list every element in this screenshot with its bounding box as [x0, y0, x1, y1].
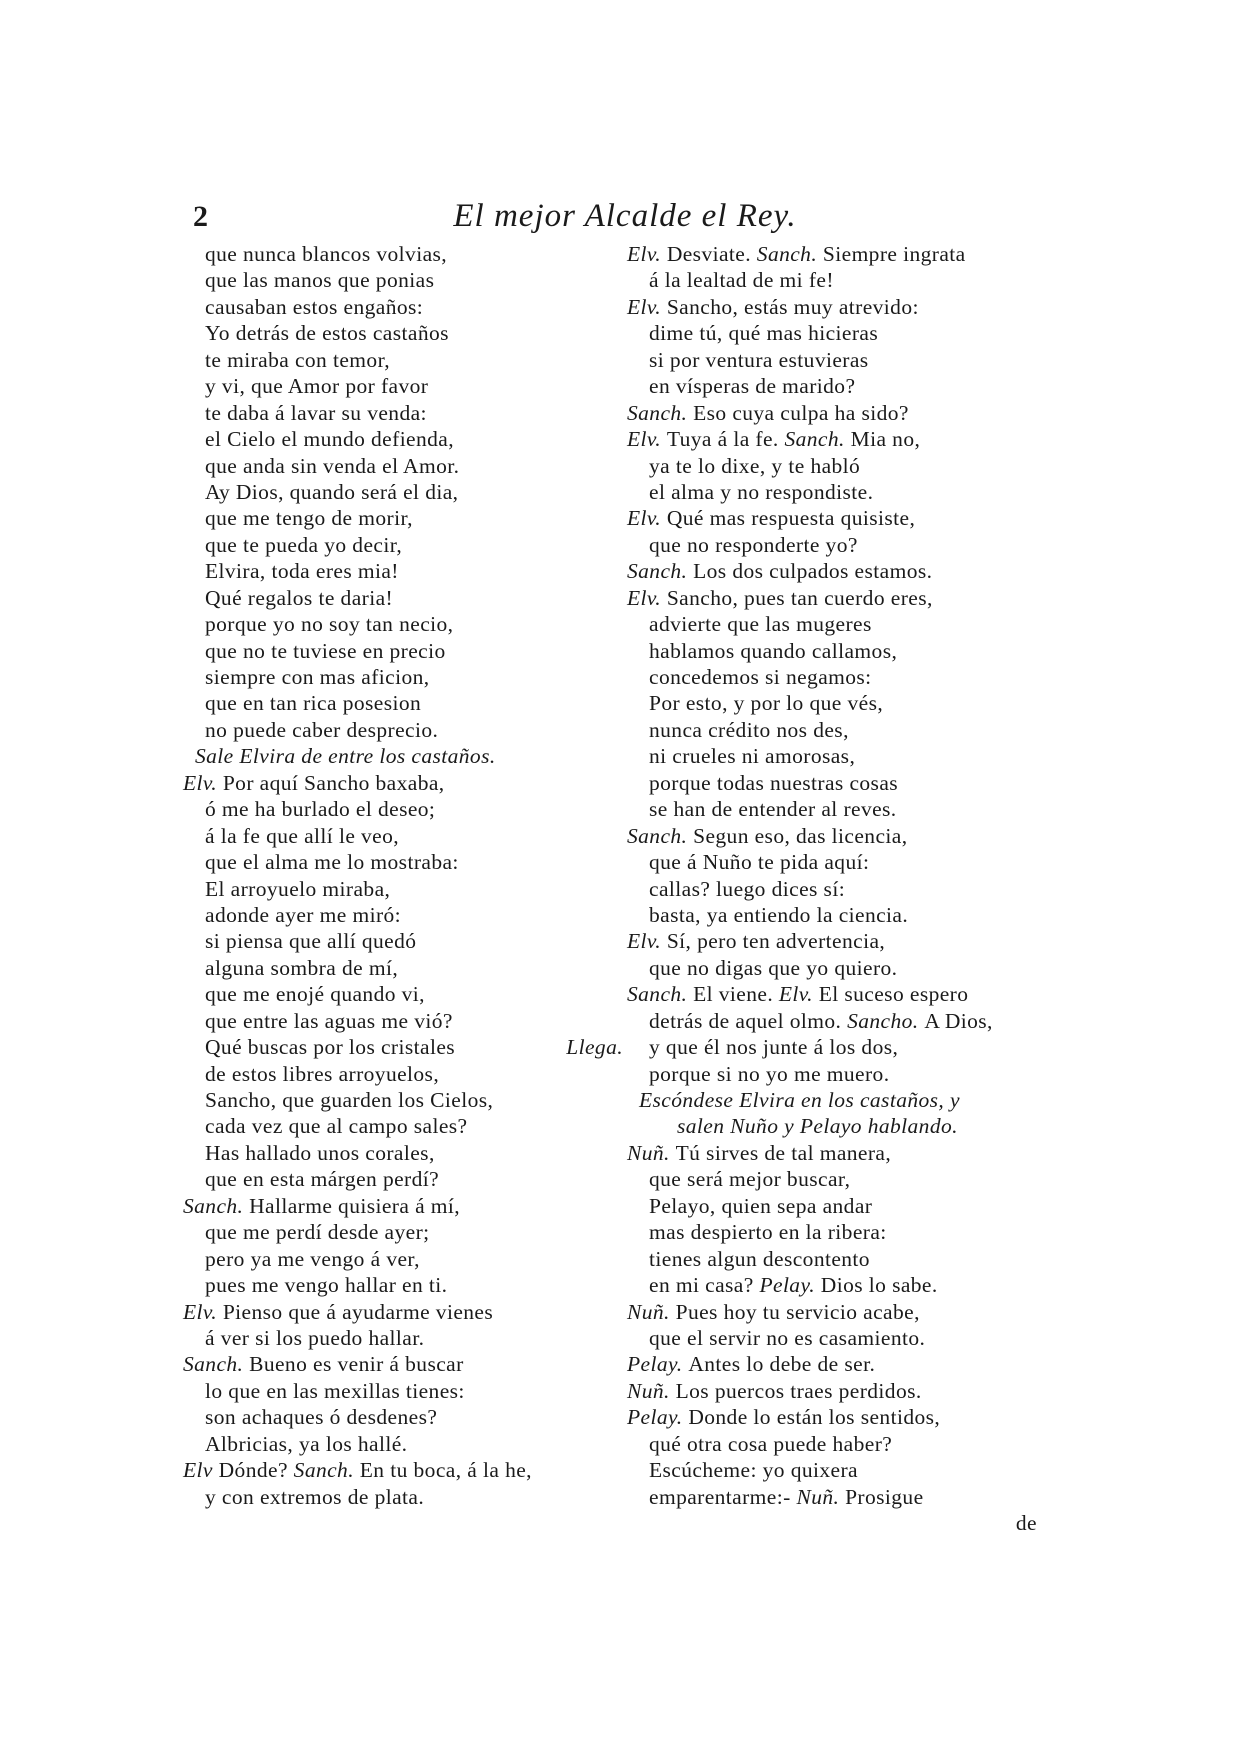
verse-line: [627, 1457, 1067, 1483]
verse-text: alguna sombra de mí,: [205, 955, 399, 980]
verse-line: [183, 1299, 623, 1325]
verse-text: Qué buscas por los cristales: [205, 1035, 456, 1060]
verse-text: Sancho, estás muy atrevido:: [666, 294, 919, 319]
verse-text: mas despierto en la ribera:: [649, 1220, 887, 1245]
verse-text: á la fe que allí le veo,: [205, 823, 400, 848]
verse-line: [183, 1246, 623, 1272]
verse-text: y que él nos junte á los dos,: [649, 1035, 899, 1060]
verse-line: [627, 505, 1067, 531]
page-number: 2: [193, 200, 208, 233]
verse-line: [183, 1113, 623, 1139]
verse-text: que te pueda yo decir,: [205, 532, 403, 557]
speaker-name: Sanch.: [627, 559, 694, 584]
verse-text: son achaques ó desdenes?: [205, 1405, 438, 1430]
verse-line: [183, 294, 623, 320]
verse-line: [183, 1061, 623, 1087]
verse-text: Dios lo sabe.: [820, 1273, 938, 1298]
verse-text: Los puercos traes perdidos.: [675, 1378, 922, 1403]
verse-line: [627, 1166, 1067, 1192]
verse-text: á la lealtad de mi fe!: [649, 268, 834, 293]
verse-text: Pienso que á ayudarme vienes: [222, 1299, 494, 1324]
verse-text: nunca crédito nos des,: [649, 717, 849, 742]
verse-line: [183, 1166, 623, 1192]
running-title: El mejor Alcalde el Rey.: [453, 198, 797, 234]
speaker-name: Nuñ.: [790, 1484, 846, 1509]
verse-line: [627, 558, 1067, 584]
verse-text: Tuya á la fe.: [666, 427, 779, 452]
verse-line: [183, 426, 623, 452]
speaker-name: Elv.: [627, 929, 667, 954]
verse-text: el Cielo el mundo defienda,: [205, 427, 455, 452]
verse-text: no puede caber desprecio.: [205, 717, 439, 742]
verse-text: y con extremos de plata.: [205, 1484, 425, 1509]
speaker-name: Pelay.: [627, 1405, 689, 1430]
verse-text: tienes algun descontento: [649, 1246, 870, 1271]
verse-text: Escúcheme: yo quixera: [649, 1458, 858, 1483]
verse-line: [627, 902, 1067, 928]
verse-text: se han de entender al reves.: [649, 797, 897, 822]
verse-line: [627, 373, 1067, 399]
verse-text: causaban estos engaños:: [205, 294, 424, 319]
verse-line: [183, 1404, 623, 1430]
speaker-name: Elv.: [627, 242, 667, 266]
verse-line: [183, 823, 623, 849]
verse-line: [183, 1034, 623, 1060]
speaker-name: Sanch.: [751, 242, 823, 266]
verse-line: [183, 1272, 623, 1298]
verse-text: Pelayo, quien sepa andar: [649, 1193, 873, 1218]
verse-text: te miraba con temor,: [205, 347, 391, 372]
verse-text: Siempre ingrata: [822, 242, 966, 266]
verse-text: si por ventura estuvieras: [649, 347, 869, 372]
verse-text: que no te tuviese en precio: [205, 638, 446, 663]
verse-line: [627, 347, 1067, 373]
verse-line: [183, 664, 623, 690]
verse-text: pero ya me vengo á ver,: [205, 1246, 420, 1271]
verse-text: Sancho, que guarden los Cielos,: [205, 1088, 494, 1112]
verse-line: [627, 1325, 1067, 1351]
verse-line: [183, 981, 623, 1007]
verse-line: [627, 1061, 1067, 1087]
verse-text: Antes lo debe de ser.: [688, 1352, 876, 1377]
verse-text: Desviate.: [666, 242, 752, 266]
verse-text: adonde ayer me miró:: [205, 902, 402, 927]
verse-line: [627, 1140, 1067, 1166]
verse-text: Bueno es venir á buscar: [249, 1352, 464, 1377]
verse-line: [183, 638, 623, 664]
verse-line: [183, 1378, 623, 1404]
speaker-name: Nuñ.: [627, 1140, 676, 1165]
verse-line: [183, 532, 623, 558]
verse-text: Albricias, ya los hallé.: [205, 1431, 408, 1456]
verse-text: que me perdí desde ayer;: [205, 1220, 430, 1245]
verse-line: [627, 400, 1067, 426]
aside-direction: Llega.: [566, 1035, 623, 1060]
verse-text: lo que en las mexillas tienes:: [205, 1378, 465, 1403]
speaker-name: Sanch.: [627, 823, 694, 848]
verse-line: [183, 1351, 623, 1377]
speaker-name: Elv: [183, 1458, 219, 1483]
stage-direction: salen Nuño y Pelayo hablando.: [677, 1114, 958, 1139]
verse-text: en mi casa?: [649, 1273, 754, 1298]
verse-text: El suceso espero: [818, 982, 969, 1007]
verse-text: que nunca blancos volvias,: [205, 242, 448, 266]
verse-text: que las manos que ponias: [205, 268, 435, 293]
verse-text: á ver si los puedo hallar.: [205, 1325, 425, 1350]
speaker-name: Nuñ.: [627, 1378, 676, 1403]
verse-line: [183, 400, 623, 426]
verse-line: [627, 1272, 1067, 1298]
verse-line: [183, 1431, 623, 1457]
verse-text: Donde lo están los sentidos,: [688, 1405, 941, 1430]
verse-text: El viene.: [693, 982, 774, 1007]
verse-text: que será mejor buscar,: [649, 1167, 851, 1192]
speaker-name: Elv.: [773, 982, 819, 1007]
speaker-name: Nuñ.: [627, 1299, 676, 1324]
speaker-name: Sanch.: [778, 427, 851, 452]
verse-text: que no digas que yo quiero.: [649, 955, 898, 980]
verse-text: concedemos si negamos:: [649, 665, 872, 689]
verse-text: el alma y no respondiste.: [649, 479, 874, 504]
verse-line: [183, 796, 623, 822]
verse-text: qué otra cosa puede haber?: [649, 1431, 893, 1456]
verse-line: [627, 532, 1067, 558]
verse-text: Eso cuya culpa ha sido?: [693, 400, 909, 425]
verse-text: Dónde?: [218, 1458, 288, 1483]
verse-line: [183, 717, 623, 743]
verse-text: Elvira, toda eres mia!: [205, 559, 399, 584]
verse-text: que en esta márgen perdí?: [205, 1167, 440, 1192]
verse-line: [183, 1087, 623, 1113]
verse-text: Qué mas respuesta quisiste,: [666, 506, 916, 531]
verse-text: siempre con mas aficion,: [205, 665, 430, 689]
verse-text: advierte que las mugeres: [649, 612, 872, 637]
speaker-name: Elv.: [183, 770, 223, 795]
verse-line: [183, 558, 623, 584]
verse-text: que á Nuño te pida aquí:: [649, 850, 870, 875]
verse-text: que en tan rica posesion: [205, 691, 422, 716]
verse-line: [627, 1431, 1067, 1457]
verse-line: [183, 611, 623, 637]
verse-line: [627, 690, 1067, 716]
verse-line: [183, 1219, 623, 1245]
verse-line: [183, 1457, 623, 1483]
verse-line: [183, 320, 623, 346]
verse-line: [627, 1246, 1067, 1272]
verse-line: [627, 876, 1067, 902]
verse-line: [183, 479, 623, 505]
verse-text: Los dos culpados estamos.: [693, 559, 933, 584]
verse-line: [183, 505, 623, 531]
verse-line: [627, 1034, 1067, 1060]
verse-line: [183, 1193, 623, 1219]
speaker-name: Elv.: [627, 585, 667, 610]
verse-text: basta, ya entiendo la ciencia.: [649, 902, 909, 927]
verse-text: porque todas nuestras cosas: [649, 770, 899, 795]
verse-text: que anda sin venda el Amor.: [205, 453, 460, 478]
verse-text: detrás de aquel olmo.: [649, 1008, 842, 1033]
verse-line: [627, 981, 1067, 1007]
verse-text: Por aquí Sancho baxaba,: [222, 770, 445, 795]
verse-text: callas? luego dices sí:: [649, 876, 846, 901]
verse-text: en vísperas de marido?: [649, 374, 856, 399]
verse-text: Segun eso, das licencia,: [693, 823, 908, 848]
verse-line: [627, 241, 1067, 267]
verse-line: [183, 373, 623, 399]
verse-text: Mia no,: [850, 427, 921, 452]
verse-line: [627, 743, 1067, 769]
verse-line: [183, 267, 623, 293]
speaker-name: Sancho.: [841, 1008, 925, 1033]
verse-line: [627, 1193, 1067, 1219]
verse-line: [627, 796, 1067, 822]
verse-text: emparentarme:-: [649, 1484, 791, 1509]
verse-line: [183, 585, 623, 611]
verse-line: [183, 928, 623, 954]
verse-text: porque si no yo me muero.: [649, 1061, 890, 1086]
verse-text: A Dios,: [924, 1008, 993, 1033]
verse-text: ya te lo dixe, y te habló: [649, 453, 861, 478]
verse-text: que el servir no es casamiento.: [649, 1325, 926, 1350]
verse-text: Por esto, y por lo que vés,: [649, 691, 884, 716]
verse-line: [627, 823, 1067, 849]
speaker-name: Pelay.: [753, 1273, 821, 1298]
verse-line: [627, 849, 1067, 875]
verse-line: [627, 1484, 1067, 1510]
verse-text: El arroyuelo miraba,: [205, 876, 391, 901]
verse-line: [627, 426, 1067, 452]
verse-line: [627, 717, 1067, 743]
verse-line: [183, 1140, 623, 1166]
verse-text: de estos libres arroyuelos,: [205, 1061, 440, 1086]
verse-text: pues me vengo hallar en ti.: [205, 1273, 448, 1298]
verse-line: [627, 585, 1067, 611]
verse-text: dime tú, qué mas hicieras: [649, 321, 879, 346]
verse-text: Ay Dios, quando será el dia,: [205, 479, 459, 504]
verse-text: Qué regalos te daria!: [205, 585, 394, 610]
speaker-name: Sanch.: [287, 1458, 360, 1483]
verse-line: [627, 1351, 1067, 1377]
verse-line: [627, 479, 1067, 505]
verse-text: Hallarme quisiera á mí,: [249, 1193, 461, 1218]
verse-line: [627, 770, 1067, 796]
verse-line: [183, 453, 623, 479]
left-column: [183, 241, 623, 1510]
verse-text: si piensa que allí quedó: [205, 929, 417, 954]
verse-text: que entre las aguas me vió?: [205, 1008, 453, 1033]
verse-text: Yo detrás de estos castaños: [205, 321, 449, 346]
catchword: de: [1015, 1511, 1037, 1535]
verse-line: [627, 267, 1067, 293]
verse-line: [627, 1219, 1067, 1245]
verse-line: [627, 611, 1067, 637]
verse-text: te daba á lavar su venda:: [205, 400, 427, 425]
verse-text: Sí, pero ten advertencia,: [666, 929, 886, 954]
verse-line: [183, 770, 623, 796]
verse-text: Pues hoy tu servicio acabe,: [675, 1299, 920, 1324]
verse-line: [627, 453, 1067, 479]
verse-text: que el alma me lo mostraba:: [205, 850, 459, 875]
speaker-name: Elv.: [627, 506, 667, 531]
speaker-name: Pelay.: [627, 1352, 689, 1377]
verse-text: que me tengo de morir,: [205, 506, 413, 531]
verse-text: ó me ha burlado el deseo;: [205, 797, 436, 822]
verse-text: ni crueles ni amorosas,: [649, 744, 856, 769]
verse-line: [183, 849, 623, 875]
verse-line: [183, 347, 623, 373]
verse-text: Tú sirves de tal manera,: [675, 1140, 892, 1165]
speaker-name: Elv.: [627, 294, 667, 319]
verse-line: [183, 955, 623, 981]
verse-text: que me enojé quando vi,: [205, 982, 425, 1007]
verse-text: que no responderte yo?: [649, 532, 858, 557]
verse-text: Sancho, pues tan cuerdo eres,: [666, 585, 933, 610]
verse-line: [183, 1008, 623, 1034]
verse-line: [627, 955, 1067, 981]
verse-line: [627, 1299, 1067, 1325]
verse-line: [627, 294, 1067, 320]
speaker-name: Elv.: [183, 1299, 223, 1324]
verse-line: [627, 928, 1067, 954]
speaker-name: Elv.: [627, 427, 667, 452]
page-header: [185, 198, 1065, 244]
verse-text: porque yo no soy tan necio,: [205, 612, 454, 637]
verse-text: En tu boca, á la he,: [359, 1458, 532, 1483]
verse-line: [183, 876, 623, 902]
verse-text: y vi, que Amor por favor: [205, 374, 429, 399]
verse-line: [183, 241, 623, 267]
verse-line: [627, 664, 1067, 690]
verse-line: [183, 1484, 623, 1510]
speaker-name: Sanch.: [627, 400, 694, 425]
verse-text: Prosigue: [845, 1484, 924, 1509]
verse-line: [627, 1404, 1067, 1430]
verse-text: cada vez que al campo sales?: [205, 1114, 468, 1139]
verse-line: [627, 1008, 1067, 1034]
verse-line: [183, 690, 623, 716]
verse-line: [627, 320, 1067, 346]
stage-direction: Sale Elvira de entre los castaños.: [195, 744, 496, 769]
verse-line: [183, 1325, 623, 1351]
speaker-name: Sanch.: [183, 1193, 250, 1218]
verse-line: [627, 1378, 1067, 1404]
verse-line: [627, 638, 1067, 664]
verse-line: [183, 902, 623, 928]
speaker-name: Sanch.: [183, 1352, 250, 1377]
speaker-name: Sanch.: [627, 982, 694, 1007]
right-column: [627, 241, 1067, 1536]
verse-text: hablamos quando callamos,: [649, 638, 898, 663]
stage-direction: Escóndese Elvira en los castaños, y: [639, 1088, 960, 1112]
verse-text: Has hallado unos corales,: [205, 1140, 435, 1165]
